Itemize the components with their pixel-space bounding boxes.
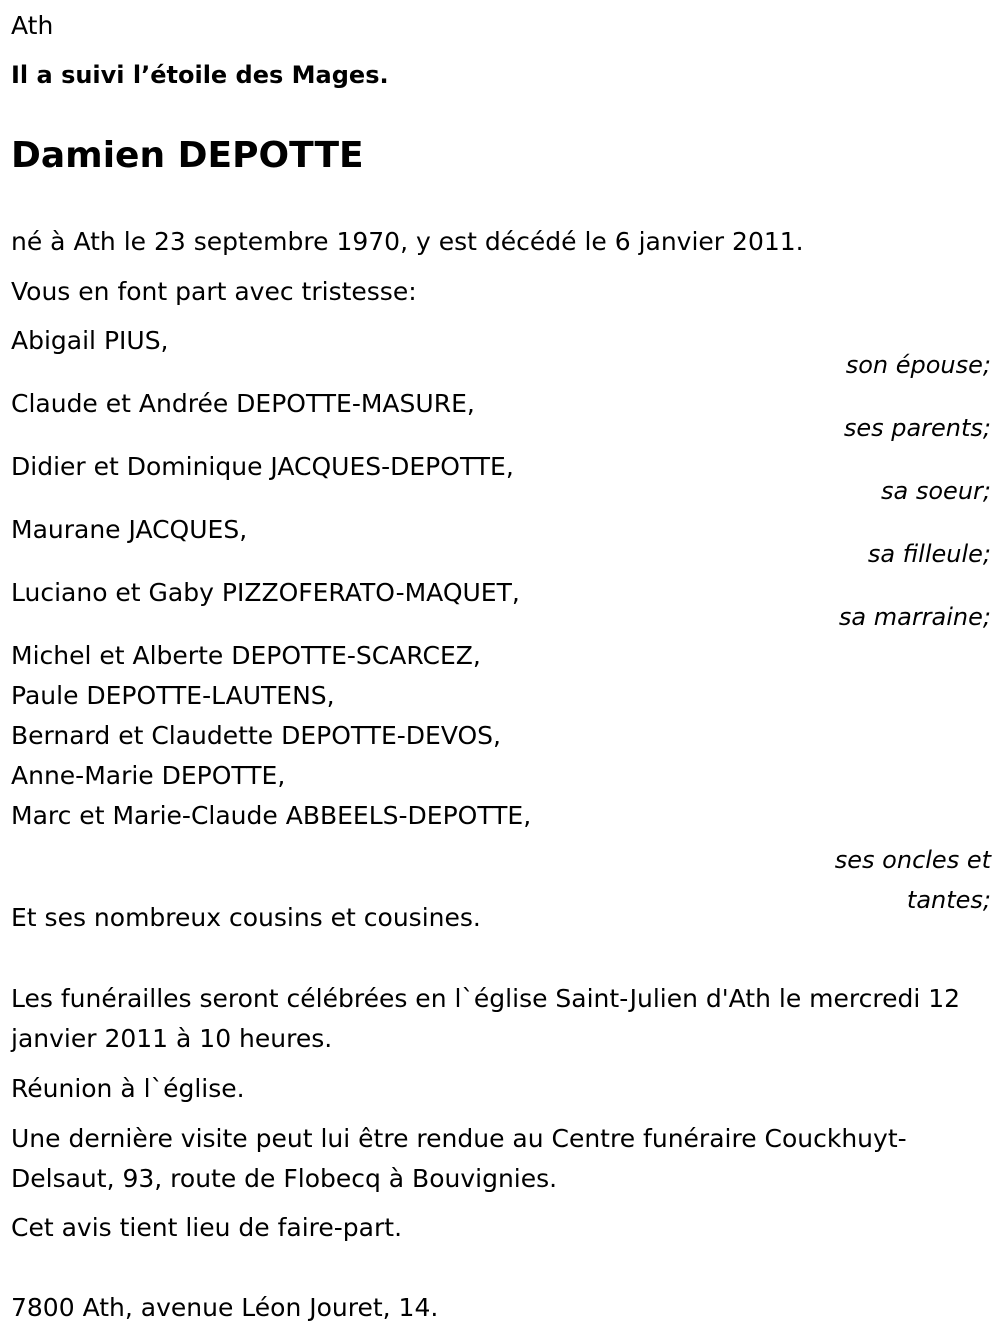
cousins-line (11, 898, 991, 938)
family-name: Marc et Marie-Claude ABBEELS-DEPOTTE, (11, 801, 532, 830)
family-role: sa soeur; (881, 477, 991, 505)
announcement-text: Vous en font part avec tristesse: (11, 277, 417, 306)
announcement-line (11, 272, 991, 312)
family-role: son épouse; (845, 351, 991, 379)
family-group-goddaughter (11, 510, 991, 574)
location-heading: Ath (11, 11, 54, 40)
cousins-text: Et ses nombreux cousins et cousines. (11, 903, 481, 932)
family-group-spouse (11, 321, 991, 385)
notice-line (11, 1208, 991, 1248)
family-name: Anne-Marie DEPOTTE, (11, 761, 286, 790)
family-name: Luciano et Gaby PIZZOFERATO-MAQUET, (11, 578, 520, 607)
ceremony-text: Les funérailles seront célébrées en l`église Saint-Julien d'Ath le mercredi 12 janvier 2011 à 10 heures. (11, 984, 961, 1053)
family-name: Bernard et Claudette DEPOTTE-DEVOS, (11, 721, 501, 750)
family-group-parents (11, 384, 991, 448)
funeral-meeting (11, 1069, 991, 1109)
family-role: tantes; (906, 886, 991, 914)
family-group-sister (11, 447, 991, 511)
birth-death-text: né à Ath le 23 septembre 1970, y est décédé le 6 janvier 2011. (11, 227, 804, 256)
birth-death-line (11, 222, 991, 262)
family-group-godmother (11, 573, 991, 637)
family-name: Maurane JACQUES, (11, 515, 248, 544)
family-name: Didier et Dominique JACQUES-DEPOTTE, (11, 452, 514, 481)
family-name: Abigail PIUS, (11, 326, 169, 355)
funeral-ceremony (11, 979, 991, 1059)
family-name: Claude et Andrée DEPOTTE-MASURE, (11, 389, 475, 418)
address-text: 7800 Ath, avenue Léon Jouret, 14. (11, 1293, 439, 1322)
meeting-text: Réunion à l`église. (11, 1074, 245, 1103)
family-name: Michel et Alberte DEPOTTE-SCARCEZ, (11, 641, 481, 670)
family-role: sa marraine; (838, 603, 991, 631)
visit-text: Une dernière visite peut lui être rendue au Centre funéraire Couckhuyt-Delsaut, 93, route de Flobecq à Bouvignies. (11, 1124, 907, 1193)
motto: Il a suivi l’étoile des Mages. (11, 61, 389, 89)
funeral-visit (11, 1119, 991, 1199)
family-name: Paule DEPOTTE-LAUTENS, (11, 681, 335, 710)
family-role: ses parents; (843, 414, 991, 442)
address-line (11, 1288, 991, 1328)
family-role: ses oncles et (834, 846, 991, 874)
notice-text: Cet avis tient lieu de faire-part. (11, 1213, 403, 1242)
family-role: sa filleule; (867, 540, 991, 568)
deceased-name: Damien DEPOTTE (11, 135, 364, 176)
family-group-uncles-aunts (11, 636, 991, 920)
